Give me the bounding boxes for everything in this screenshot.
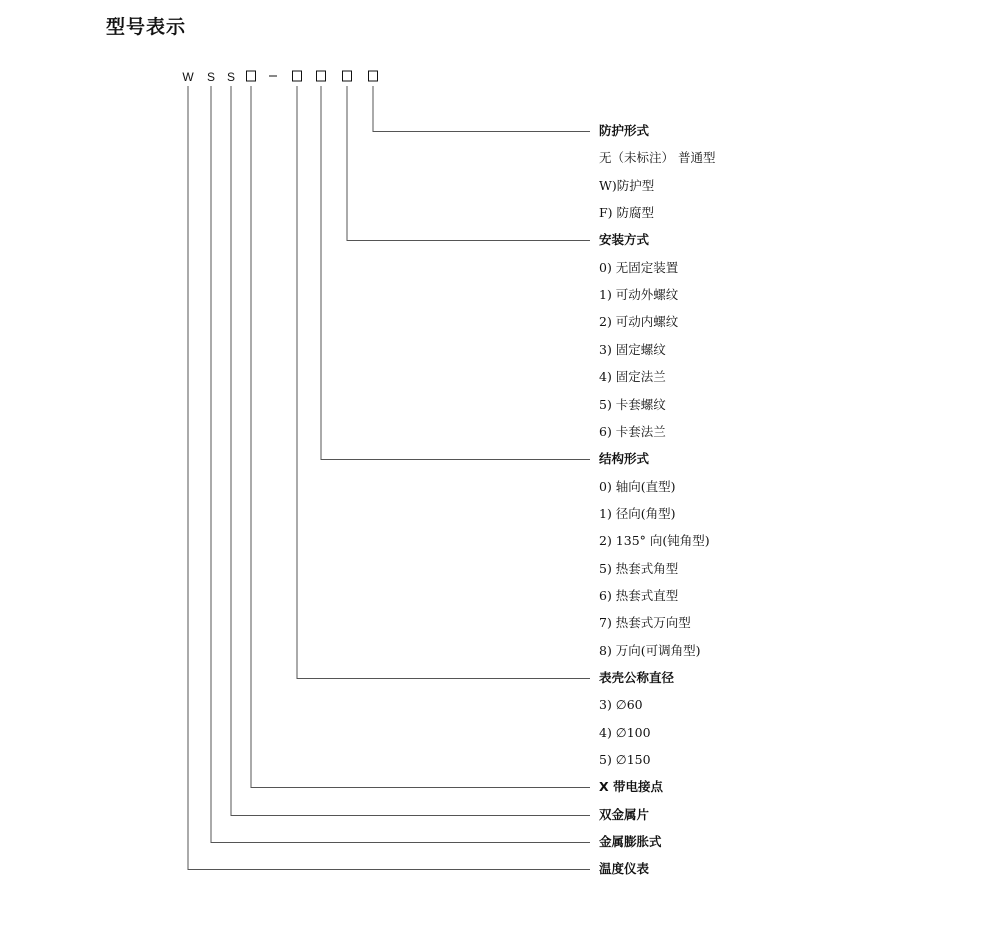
option-heading: 金属膨胀式 — [599, 834, 662, 850]
page-title: 型号表示 — [106, 16, 187, 38]
option-item: 8) 万向(可调角型) — [599, 642, 701, 658]
option-item: 1) 径向(角型) — [599, 505, 676, 521]
code-char-1: S — [206, 70, 216, 84]
option-item: 5) 热套式角型 — [599, 560, 679, 576]
option-heading: 安装方式 — [599, 232, 650, 248]
option-item: 6) 卡套法兰 — [599, 423, 666, 439]
option-heading: 双金属片 — [599, 806, 650, 822]
option-item: 7) 热套式万向型 — [599, 615, 691, 631]
option-item: 3) ∅60 — [599, 697, 643, 713]
code-char-0: W — [182, 70, 194, 84]
code-box-3 — [247, 71, 256, 81]
option-item: 4) ∅100 — [599, 724, 651, 740]
model-code-row — [182, 70, 377, 84]
connector-lines — [188, 86, 590, 870]
code-char-2: S — [226, 70, 236, 84]
option-heading: 表壳公称直径 — [599, 670, 675, 685]
option-item: 4) 固定法兰 — [599, 369, 666, 385]
option-item: 无（未标注） 普通型 — [599, 150, 716, 166]
option-item: W)防护型 — [599, 177, 655, 193]
code-box-8 — [369, 71, 378, 81]
connector-line-2 — [321, 86, 590, 460]
option-item: F) 防腐型 — [599, 205, 655, 221]
option-item: 0) 无固定装置 — [599, 259, 679, 275]
connector-line-7 — [188, 86, 590, 870]
option-item: 3) 固定螺纹 — [599, 341, 666, 357]
option-item: 5) 卡套螺纹 — [599, 396, 666, 412]
option-item: 1) 可动外螺纹 — [599, 287, 679, 303]
option-item: 2) 135° 向(钝角型) — [599, 533, 710, 549]
option-heading: 温度仪表 — [599, 861, 650, 877]
option-heading: X 带电接点 — [599, 779, 663, 795]
option-item: 5) ∅150 — [599, 752, 651, 768]
connector-line-6 — [211, 86, 590, 843]
option-heading: 结构形式 — [599, 451, 650, 467]
connector-line-5 — [231, 86, 590, 816]
connector-line-4 — [251, 86, 590, 788]
option-item: 6) 热套式直型 — [599, 587, 679, 603]
option-item: 0) 轴向(直型) — [599, 478, 676, 494]
code-box-5 — [293, 71, 302, 81]
option-heading: 防护形式 — [599, 123, 650, 138]
code-box-6 — [317, 71, 326, 81]
connector-line-1 — [347, 86, 590, 241]
code-box-7 — [343, 71, 352, 81]
connector-line-0 — [373, 86, 590, 132]
connector-line-3 — [297, 86, 590, 679]
option-item: 2) 可动内螺纹 — [599, 314, 679, 330]
